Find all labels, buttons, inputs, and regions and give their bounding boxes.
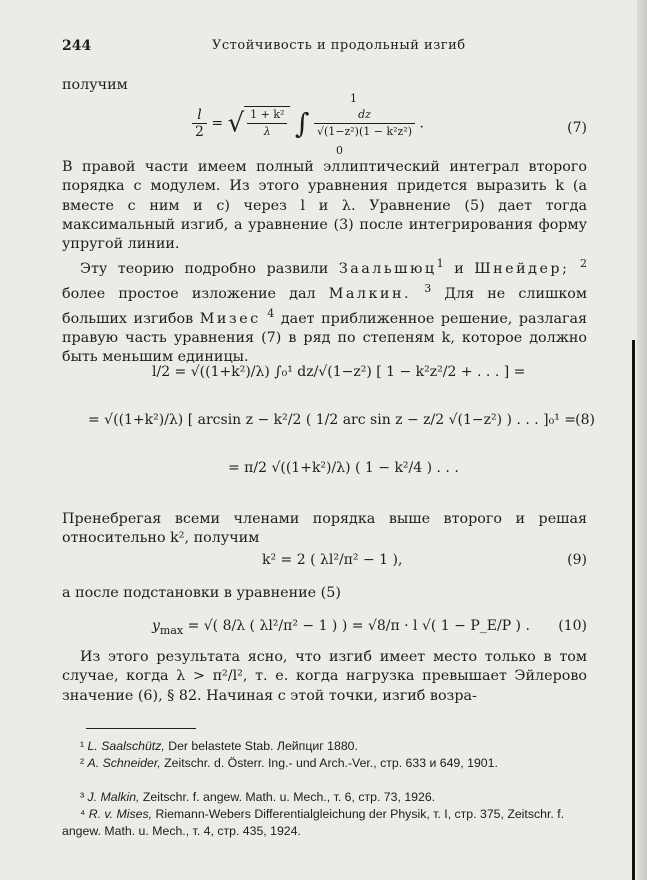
paragraph-4: а после подстановки в уравнение (5) <box>62 585 341 601</box>
eq7-lhs: $\frac{l}{2}$ <box>192 107 207 140</box>
footnote-rule <box>86 728 196 729</box>
footnote-4: ⁴ R. v. Mises, Riemann-Webers Differentialgleichung der Physik, т. I, стр. 375, Zeitschr. f. angew. Math. u. Mech., т. 4, стр. 435, 1924. <box>62 807 565 838</box>
footnote-2: ² A. Schneider, Zeitschr. d. Österr. Ing.- und Arch.-Ver., стр. 633 и 649, 1901. <box>80 756 498 770</box>
eq8-line-1: l/2 = √((1+k²)/λ) ∫₀¹ dz/√(1−z²) [ 1 − k²z²/2 + . . . ] = <box>152 364 526 380</box>
lead-word: получим <box>62 77 128 93</box>
eq8-line-3: = π/2 √((1+k²)/λ) ( 1 − k²/4 ) . . . <box>228 460 459 476</box>
page-edge <box>637 0 647 880</box>
page-number: 244 <box>62 38 92 54</box>
equation-9: k² = 2 ( λl²/π² − 1 ), (9) <box>262 552 587 568</box>
eq7-integrand: $\frac{dz}{\text{√(1−z²)(1 − k²z²)}}$ <box>314 107 415 140</box>
paragraph-2: Эту теорию подробно развили Заальшюц$^1$ и Шнейдер; $^2$ более простое изложение дал Малкин. $^3$ Для не слишком больших изгибов Мизес $^4$ дает приближенное решение, разлагая правую часть уравнения (7) в ряд по степеням k, которое должно быть меньшим единицы. <box>62 257 588 366</box>
paragraph-3: Пренебрегая всеми членами порядка выше второго и решая относительно k², получим <box>62 511 587 547</box>
eq10-number: (10) <box>558 618 587 634</box>
footnote-3: ³ J. Malkin, Zeitschr. f. angew. Math. u. Mech., т. 6, стр. 73, 1926. <box>80 790 436 804</box>
eq8-line-2: = √((1+k²)/λ) [ arcsin z − k²/2 ( 1/2 arc sin z − z/2 √(1−z²) ) . . . ]₀¹ = <box>88 412 577 428</box>
equation-7: $\frac{l}{2}$ = √ $\frac{\text{1 + k²}}{\lambda}$ ∫ $\frac{dz}{\text{√(1−z²)(1 − k²z²)}}$ . 1 0 (7) <box>62 96 587 156</box>
equation-8 <box>62 350 595 490</box>
paragraph-5: Из этого результата ясно, что изгиб имеет место только в том случае, когда λ > π²/l², т. е. когда нагрузка превышает Эйлерово значение (6), § 82. Начиная с этой точки, изгиб возра- <box>62 649 587 704</box>
margin-line <box>632 340 635 880</box>
footnote-1: ¹ L. Saalschütz, Der belastete Stab. Лейпциг 1880. <box>80 739 358 753</box>
running-title: Устойчивость и продольный изгиб <box>212 38 466 53</box>
eq8-number: (8) <box>575 412 595 428</box>
equation-10: $y_{max}$ = √( 8/λ ( λl²/π² − 1 ) ) = √8/π · l √( 1 − P_E/P ) . (10) <box>152 618 587 637</box>
page-header <box>62 38 587 56</box>
paragraph-1: В правой части имеем полный эллиптический интеграл второго порядка с модулем. Из этого уравнения придется выразить k (а вместе с ним и c) через l и λ. Уравнение (5) дает тогда максимальный изгиб, а уравнение (3) после интегрирования форму упругой линии. <box>62 159 587 253</box>
eq9-number: (9) <box>567 552 587 568</box>
eq7-number: (7) <box>567 120 587 136</box>
